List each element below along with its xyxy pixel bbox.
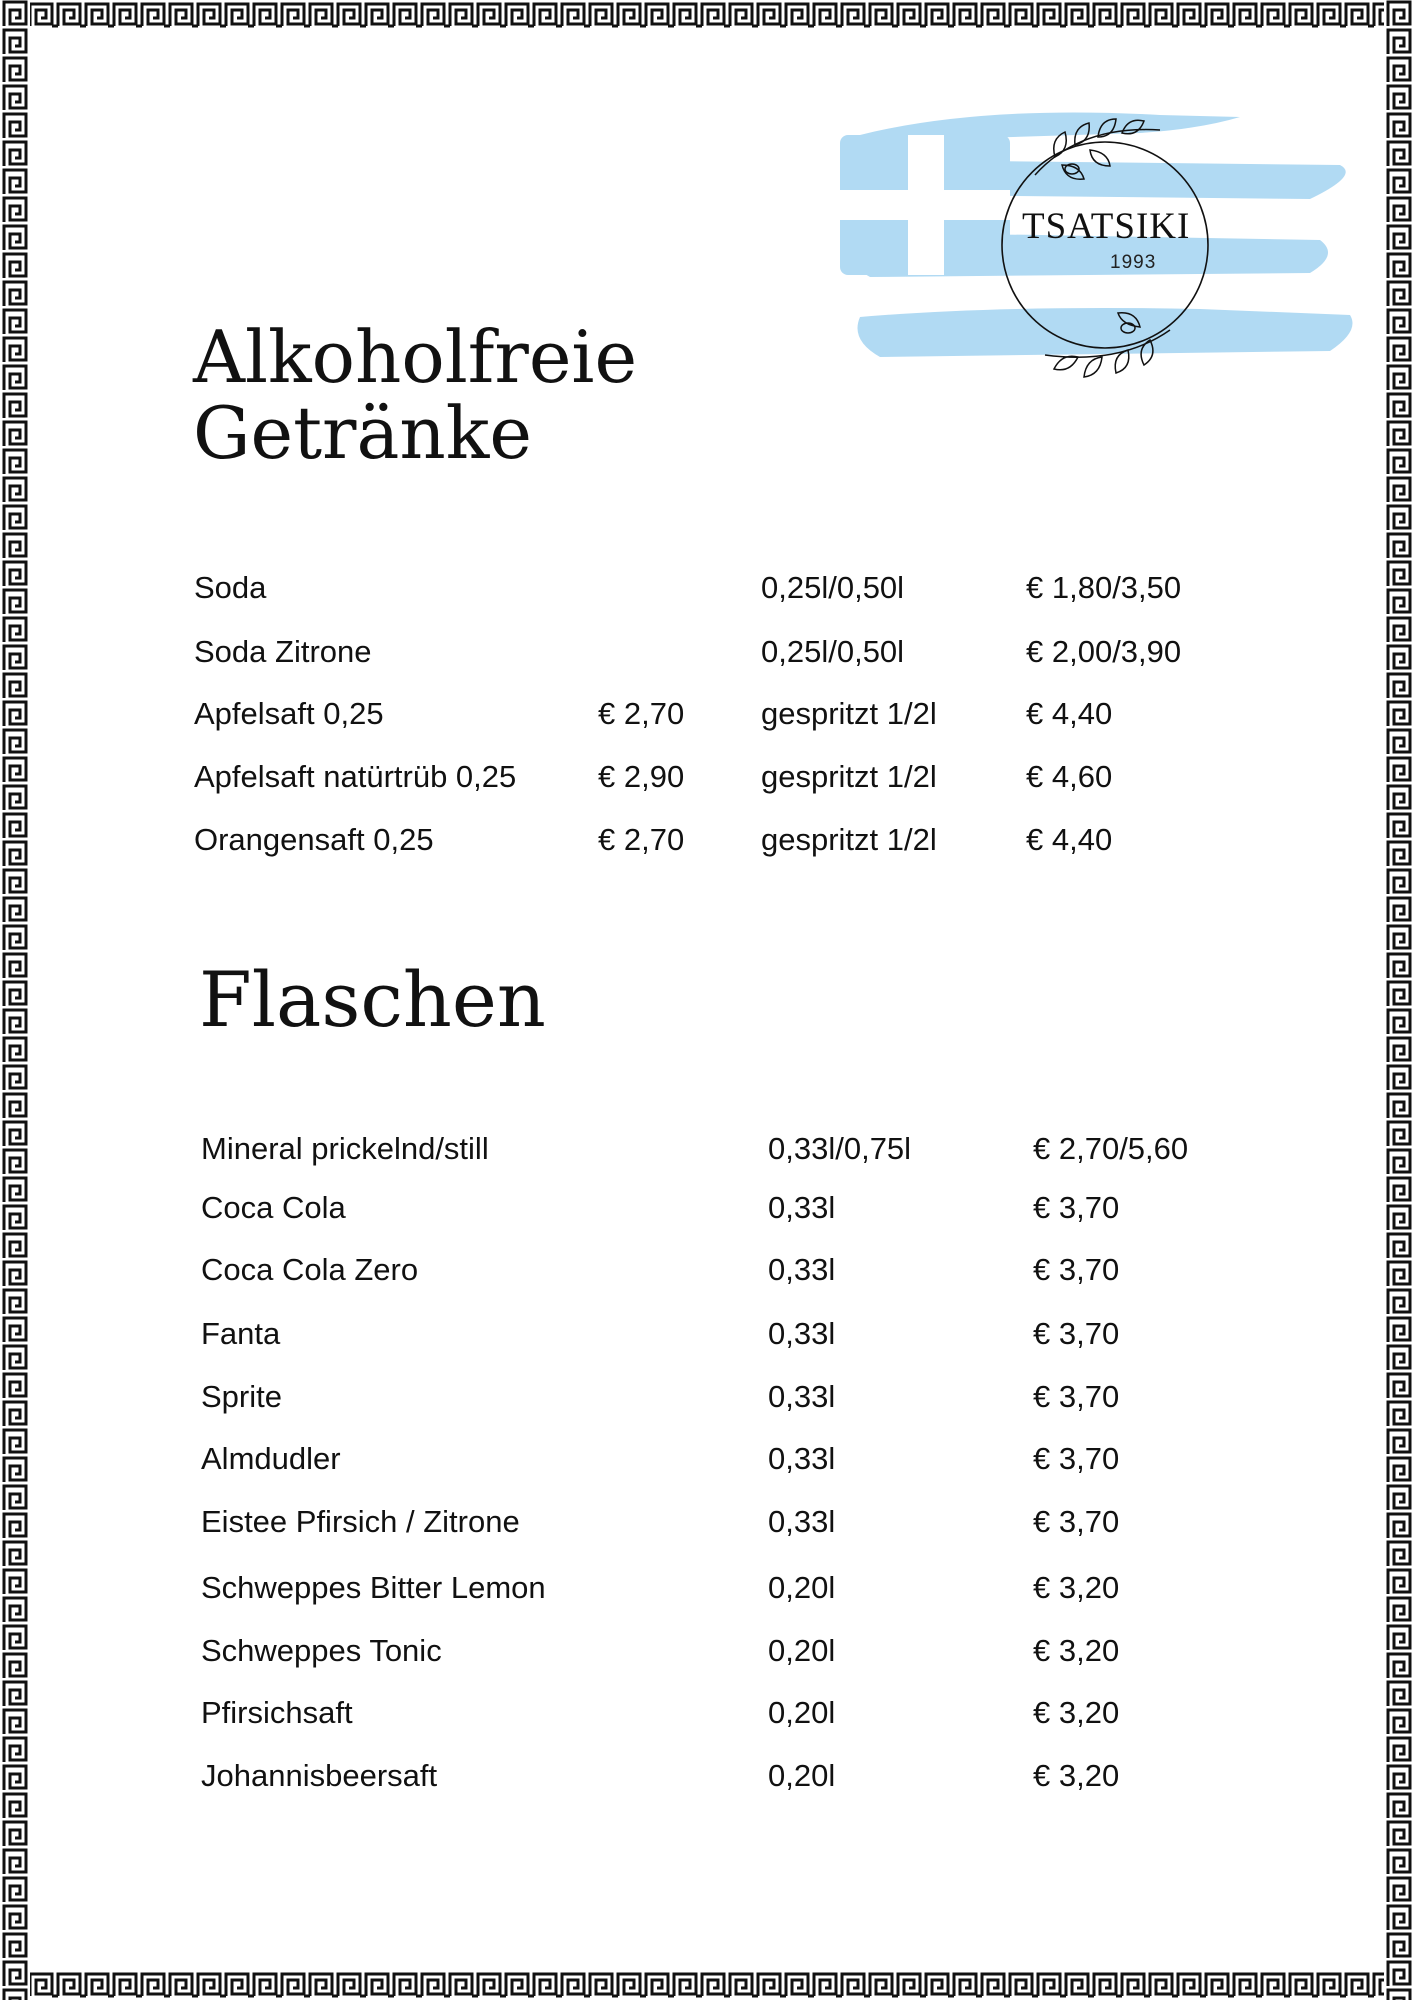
list-item [0,696,1414,736]
item-size: gespritzt 1/2l [761,759,937,794]
item-price: € 3,70 [1033,1252,1120,1287]
item-price: € 4,40 [1026,822,1113,857]
greek-key-border-bottom [0,1970,1414,2000]
section-title-flaschen: Flaschen [199,955,546,1044]
list-item [0,1504,1414,1544]
item-size: 0,20l [768,1695,836,1730]
item-size: 0,33l [768,1441,836,1476]
item-name: Fanta [201,1316,281,1351]
list-item [0,759,1414,799]
item-price: € 3,70 [1033,1379,1120,1414]
greek-key-border-top [0,0,1414,30]
item-size: gespritzt 1/2l [761,696,937,731]
list-item [0,1758,1414,1798]
list-item [0,570,1414,610]
item-name: Johannisbeersaft [201,1758,438,1793]
item-price: € 4,40 [1026,696,1113,731]
item-name: Schweppes Bitter Lemon [201,1570,546,1605]
list-item [0,1633,1414,1673]
list-item [0,1441,1414,1481]
item-size: 0,33l [768,1252,836,1287]
item-name: Soda Zitrone [194,634,372,669]
item-name: Sprite [201,1379,282,1414]
item-size: 0,25l/0,50l [761,634,905,669]
item-name: Coca Cola [201,1190,346,1225]
item-price-single: € 2,70 [598,696,685,731]
item-price: € 3,70 [1033,1190,1120,1225]
item-price: € 2,00/3,90 [1026,634,1182,669]
item-size: 0,33l [768,1316,836,1351]
item-name: Pfirsichsaft [201,1695,353,1730]
list-item [0,822,1414,862]
section-title-line: Getränke [193,390,533,475]
item-name: Schweppes Tonic [201,1633,442,1668]
list-item [0,634,1414,674]
section-title-alkoholfreie-getraenke [193,315,793,475]
item-size: gespritzt 1/2l [761,822,937,857]
item-price: € 3,20 [1033,1758,1120,1793]
item-price-single: € 2,90 [598,759,685,794]
item-name: Soda [194,570,267,605]
item-size: 0,20l [768,1633,836,1668]
item-price: € 3,70 [1033,1316,1120,1351]
item-size: 0,20l [768,1570,836,1605]
list-item [0,1316,1414,1356]
item-price-single: € 2,70 [598,822,685,857]
item-size: 0,33l [768,1504,836,1539]
item-name: Apfelsaft 0,25 [194,696,384,731]
list-item [0,1695,1414,1735]
item-name: Orangensaft 0,25 [194,822,434,857]
item-size: 0,33l [768,1190,836,1225]
section-title-line: Alkoholfreie [193,315,638,399]
item-price: € 3,20 [1033,1695,1120,1730]
list-item [0,1379,1414,1419]
logo-name: TSATSIKI [1022,206,1191,247]
item-price: € 3,20 [1033,1633,1120,1668]
item-price: € 3,70 [1033,1504,1120,1539]
item-price: € 1,80/3,50 [1026,570,1182,605]
list-item [0,1131,1414,1171]
item-size: 0,33l/0,75l [768,1131,912,1166]
list-item [0,1252,1414,1292]
item-name: Almdudler [201,1441,341,1476]
item-name: Apfelsaft natürtrüb 0,25 [194,759,517,794]
item-price: € 3,20 [1033,1570,1120,1605]
item-size: 0,33l [768,1379,836,1414]
list-item [0,1570,1414,1610]
list-item [0,1190,1414,1230]
item-size: 0,20l [768,1758,836,1793]
item-size: 0,25l/0,50l [761,570,905,605]
item-price: € 4,60 [1026,759,1113,794]
item-price: € 3,70 [1033,1441,1120,1476]
item-name: Eistee Pfirsich / Zitrone [201,1504,520,1539]
logo-year: 1993 [1110,252,1157,273]
item-name: Mineral prickelnd/still [201,1131,489,1166]
item-price: € 2,70/5,60 [1033,1131,1189,1166]
item-name: Coca Cola Zero [201,1252,419,1287]
restaurant-logo [840,95,1360,415]
